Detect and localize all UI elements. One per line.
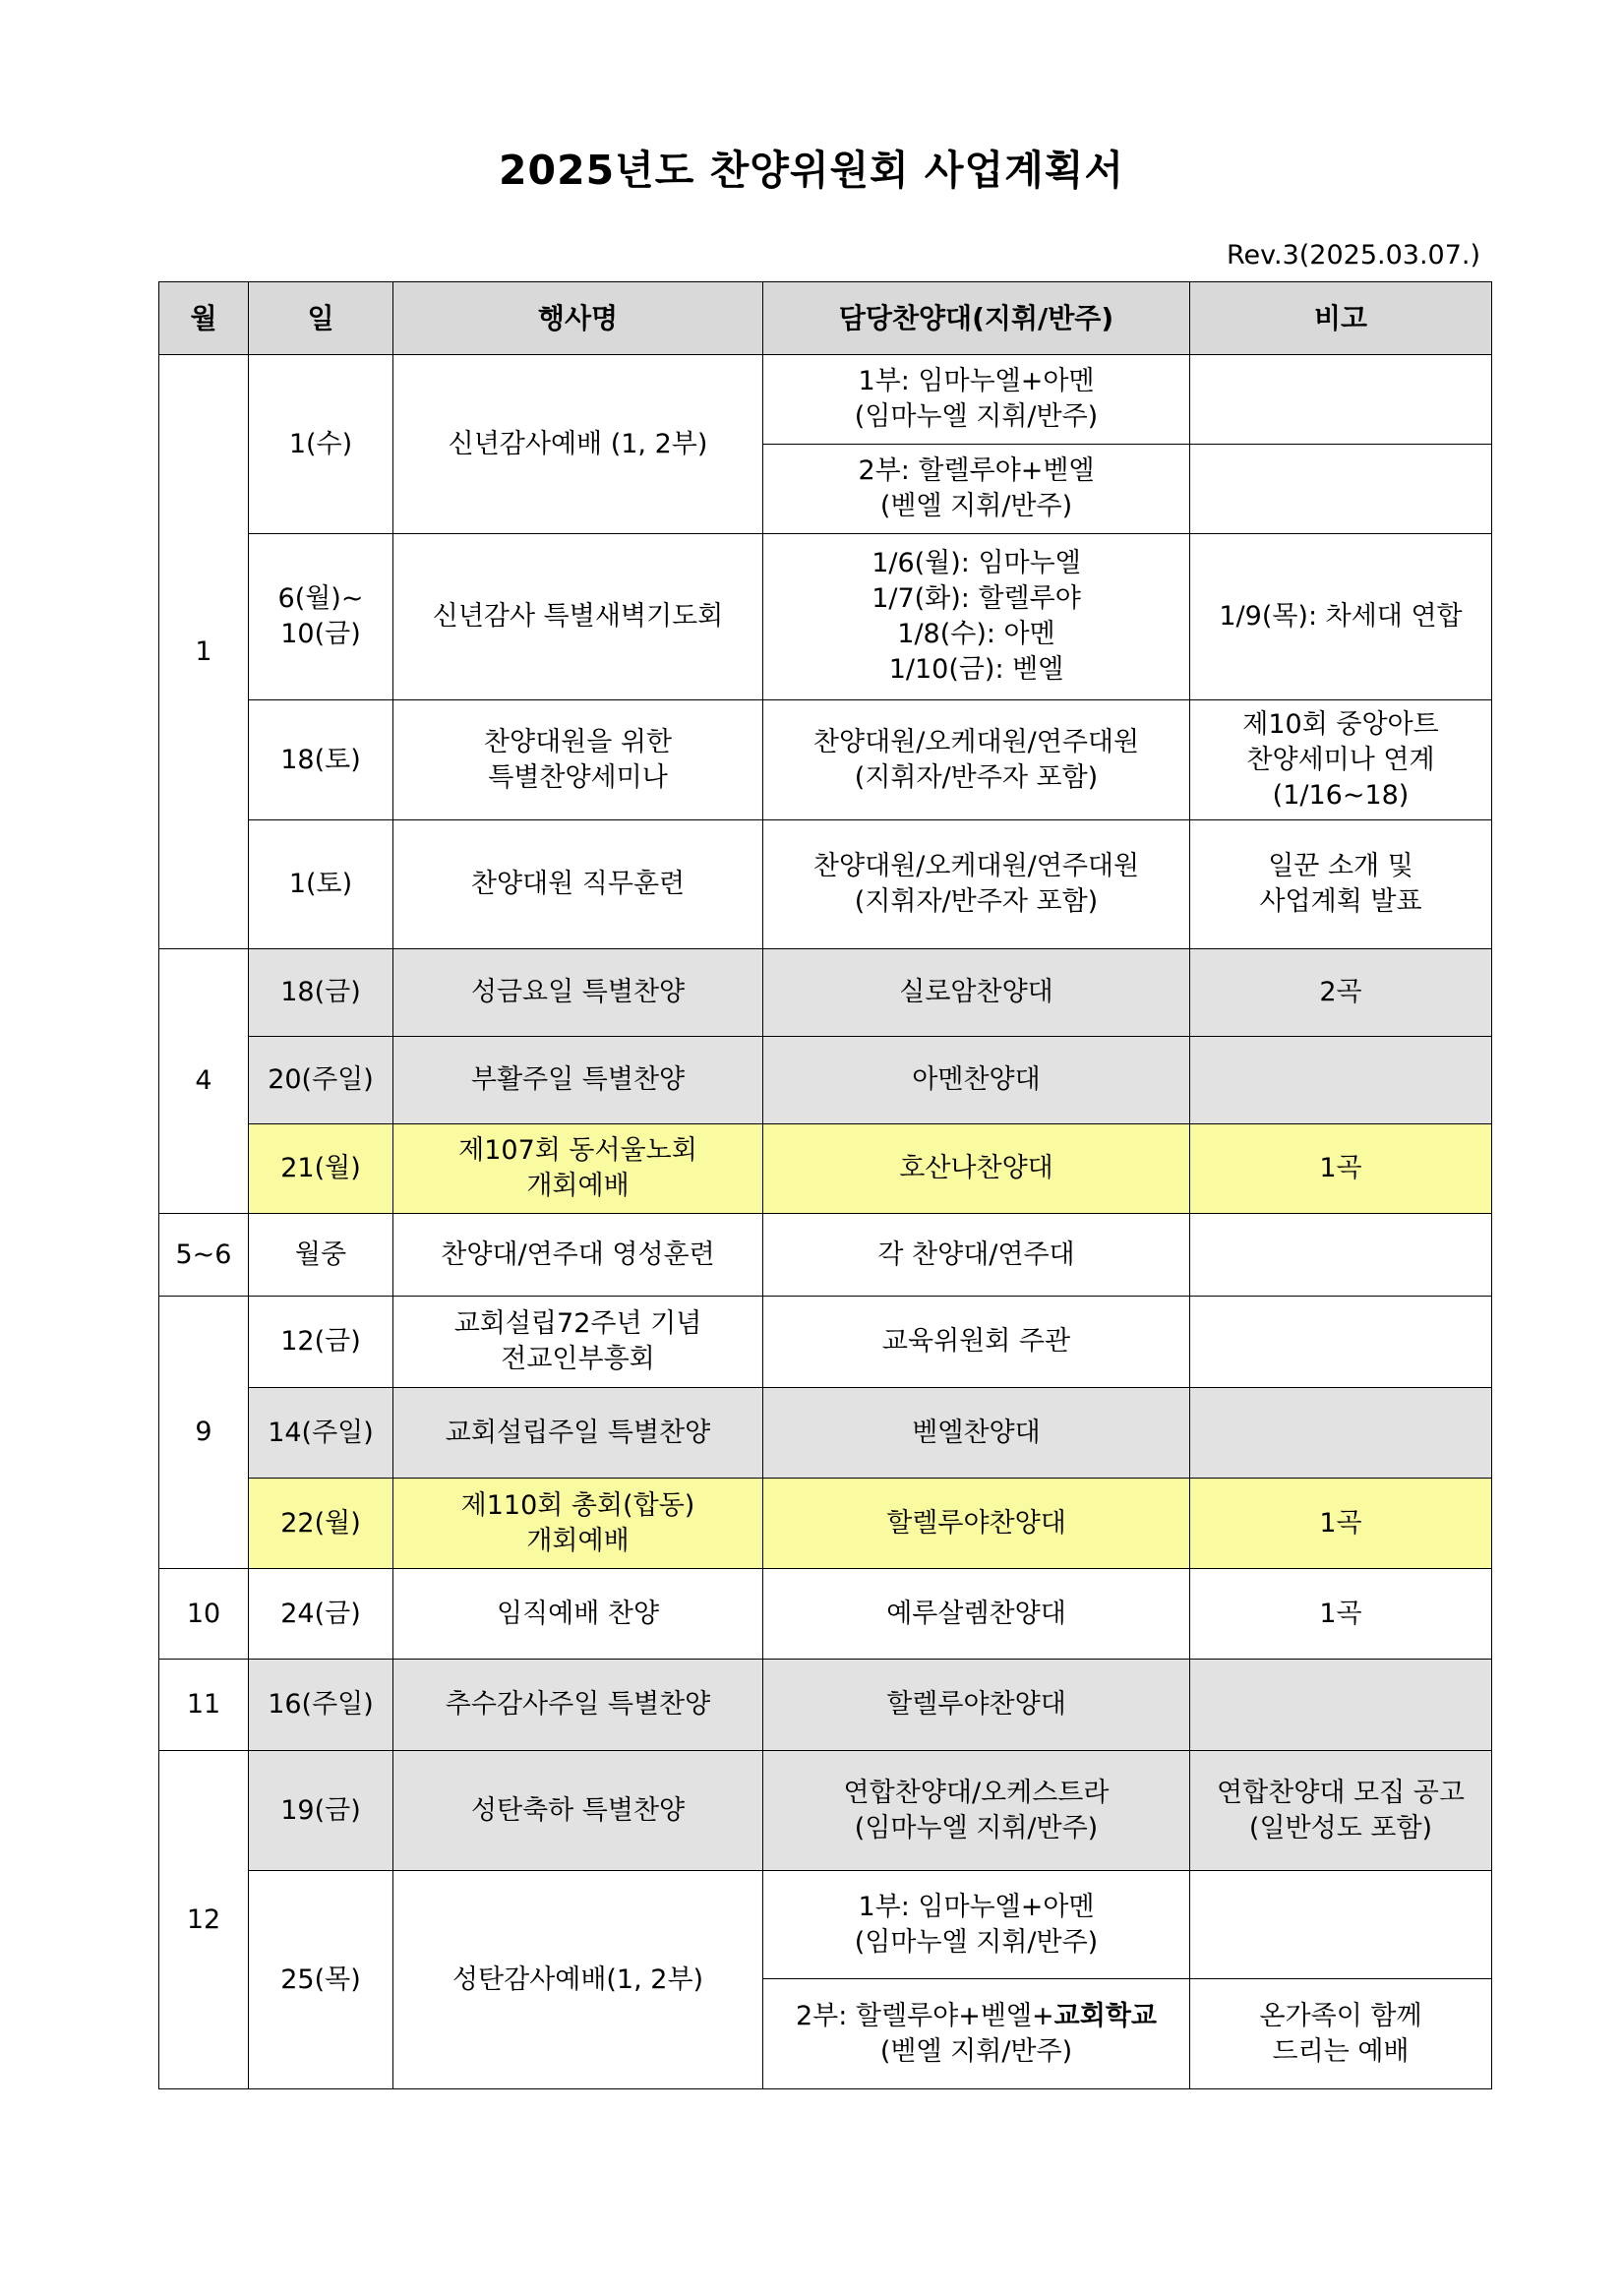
day-line: 10(금) xyxy=(280,619,361,649)
event-cell xyxy=(393,700,763,820)
day-line: 6(월)~ xyxy=(277,583,364,614)
event-cell: 찬양대/연주대 영성훈련 xyxy=(393,1214,763,1297)
choir-cell xyxy=(763,1979,1190,2089)
plan-table xyxy=(158,281,1492,2089)
choir-line: (임마누엘 지휘/반주) xyxy=(854,1926,1099,1958)
choir-cell: 할렐루야찬양대 xyxy=(763,1479,1190,1569)
header-note: 비고 xyxy=(1190,282,1492,355)
note-cell xyxy=(1190,700,1492,820)
note-cell xyxy=(1190,1871,1492,1979)
note-cell: 1곡 xyxy=(1190,1479,1492,1569)
choir-cell: 할렐루야찬양대 xyxy=(763,1660,1190,1751)
event-line: 제110회 총회(합동) xyxy=(460,1489,695,1521)
note-line: 연합찬양대 모집 공고 xyxy=(1217,1777,1465,1808)
note-cell xyxy=(1190,445,1492,534)
event-cell: 성탄축하 특별찬양 xyxy=(393,1751,763,1871)
table-row xyxy=(159,1569,1492,1660)
month-cell: 5~6 xyxy=(159,1214,249,1297)
note-cell: 1곡 xyxy=(1190,1569,1492,1660)
event-line: 개회예배 xyxy=(526,1525,630,1556)
event-cell: 임직예배 찬양 xyxy=(393,1569,763,1660)
note-cell: 2곡 xyxy=(1190,949,1492,1037)
page-title: 2025년도 찬양위원회 사업계획서 xyxy=(499,147,1124,194)
day-cell: 21(월) xyxy=(249,1124,393,1214)
month-cell: 4 xyxy=(159,949,249,1214)
note-cell xyxy=(1190,820,1492,949)
note-cell xyxy=(1190,1751,1492,1871)
choir-line: 연합찬양대/오케스트라 xyxy=(843,1777,1110,1808)
choir-line: 1/8(수): 아멘 xyxy=(897,619,1055,649)
day-cell: 25(목) xyxy=(249,1871,393,2089)
month-cell: 9 xyxy=(159,1297,249,1569)
choir-cell xyxy=(763,1871,1190,1979)
event-cell xyxy=(393,1124,763,1214)
day-cell: 1(수) xyxy=(249,355,393,534)
event-cell: 부활주일 특별찬양 xyxy=(393,1037,763,1124)
event-line: 교회설립72주년 기념 xyxy=(453,1308,702,1339)
event-cell xyxy=(393,1297,763,1388)
table-row xyxy=(159,1037,1492,1124)
event-line: 전교인부흥회 xyxy=(501,1344,655,1374)
choir-line: (지휘자/반주자 포함) xyxy=(854,886,1099,917)
table-row xyxy=(159,700,1492,820)
day-cell: 18(금) xyxy=(249,949,393,1037)
choir-cell xyxy=(763,534,1190,700)
choir-line: 1부: 임마누엘+아멘 xyxy=(858,1891,1095,1922)
choir-cell: 교육위원회 주관 xyxy=(763,1297,1190,1388)
choir-line: 1/6(월): 임마누엘 xyxy=(872,548,1081,578)
header-choir: 담당찬양대(지휘/반주) xyxy=(763,282,1190,355)
note-line: 일꾼 소개 및 xyxy=(1268,851,1413,881)
event-line: 찬양대원을 위한 xyxy=(483,726,673,757)
note-line: 온가족이 함께 xyxy=(1259,2000,1422,2031)
event-line: 특별찬양세미나 xyxy=(488,761,668,793)
choir-cell xyxy=(763,820,1190,949)
event-cell: 찬양대원 직무훈련 xyxy=(393,820,763,949)
day-cell: 18(토) xyxy=(249,700,393,820)
note-line: 찬양세미나 연계 xyxy=(1246,744,1435,775)
choir-cell xyxy=(763,445,1190,534)
table-row xyxy=(159,1871,1492,1979)
note-line: (1/16~18) xyxy=(1272,779,1410,811)
table-header-row xyxy=(159,282,1492,355)
event-cell: 성금요일 특별찬양 xyxy=(393,949,763,1037)
day-cell: 20(주일) xyxy=(249,1037,393,1124)
event-cell xyxy=(393,1479,763,1569)
event-cell: 신년감사 특별새벽기도회 xyxy=(393,534,763,700)
day-cell: 22(월) xyxy=(249,1479,393,1569)
note-cell xyxy=(1190,1979,1492,2089)
note-line: 드리는 예배 xyxy=(1272,2035,1410,2067)
day-cell xyxy=(249,534,393,700)
choir-line: (임마누엘 지휘/반주) xyxy=(854,1812,1099,1843)
day-cell: 19(금) xyxy=(249,1751,393,1871)
choir-line xyxy=(769,1999,1183,2034)
choir-line: 찬양대원/오케대원/연주대원 xyxy=(812,851,1140,881)
choir-line: (임마누엘 지휘/반주) xyxy=(854,401,1099,432)
day-cell: 16(주일) xyxy=(249,1660,393,1751)
table-row xyxy=(159,820,1492,949)
choir-cell: 실로암찬양대 xyxy=(763,949,1190,1037)
choir-line: 1/10(금): 벧엘 xyxy=(888,654,1064,685)
month-cell: 11 xyxy=(159,1660,249,1751)
choir-cell xyxy=(763,700,1190,820)
choir-cell: 호산나찬양대 xyxy=(763,1124,1190,1214)
day-cell: 14(주일) xyxy=(249,1388,393,1479)
note-line: (일반성도 포함) xyxy=(1248,1812,1433,1843)
choir-line: 1부: 임마누엘+아멘 xyxy=(858,366,1095,396)
table-row xyxy=(159,1124,1492,1214)
choir-line: (지휘자/반주자 포함) xyxy=(854,761,1099,793)
choir-text: 2부: 할렐루야+벧엘+ xyxy=(795,2000,1054,2031)
event-cell: 추수감사주일 특별찬양 xyxy=(393,1660,763,1751)
month-cell: 1 xyxy=(159,355,249,949)
header-day: 일 xyxy=(249,282,393,355)
revision-label: Rev.3(2025.03.07.) xyxy=(1226,240,1480,271)
choir-line: (벧엘 지휘/반주) xyxy=(879,491,1073,521)
note-cell xyxy=(1190,355,1492,445)
day-cell: 12(금) xyxy=(249,1297,393,1388)
choir-cell: 예루살렘찬양대 xyxy=(763,1569,1190,1660)
note-cell xyxy=(1190,1214,1492,1297)
event-cell: 신년감사예배 (1, 2부) xyxy=(393,355,763,534)
choir-line: 1/7(화): 할렐루야 xyxy=(872,583,1081,614)
choir-line: (벧엘 지휘/반주) xyxy=(879,2035,1073,2067)
table-row xyxy=(159,1751,1492,1871)
table-row xyxy=(159,1214,1492,1297)
table-row xyxy=(159,1660,1492,1751)
day-cell: 1(토) xyxy=(249,820,393,949)
table-row xyxy=(159,534,1492,700)
day-cell: 월중 xyxy=(249,1214,393,1297)
note-line: 제10회 중앙아트 xyxy=(1242,708,1439,740)
event-line: 제107회 동서울노회 xyxy=(458,1135,697,1166)
header-event: 행사명 xyxy=(393,282,763,355)
note-cell xyxy=(1190,1037,1492,1124)
day-cell: 24(금) xyxy=(249,1569,393,1660)
note-cell xyxy=(1190,1388,1492,1479)
note-cell: 1곡 xyxy=(1190,1124,1492,1214)
event-line: 개회예배 xyxy=(526,1171,630,1201)
table-row xyxy=(159,1388,1492,1479)
choir-line: 찬양대원/오케대원/연주대원 xyxy=(812,726,1140,757)
event-cell: 성탄감사예배(1, 2부) xyxy=(393,1871,763,2089)
choir-cell xyxy=(763,355,1190,445)
month-cell: 10 xyxy=(159,1569,249,1660)
note-cell: 1/9(목): 차세대 연합 xyxy=(1190,534,1492,700)
note-line: 사업계획 발표 xyxy=(1259,886,1422,917)
header-month: 월 xyxy=(159,282,249,355)
table-row xyxy=(159,949,1492,1037)
choir-cell: 아멘찬양대 xyxy=(763,1037,1190,1124)
note-cell xyxy=(1190,1297,1492,1388)
table-row xyxy=(159,1479,1492,1569)
choir-cell: 벧엘찬양대 xyxy=(763,1388,1190,1479)
month-cell: 12 xyxy=(159,1751,249,2089)
note-cell xyxy=(1190,1660,1492,1751)
choir-text-bold: 교회학교 xyxy=(1053,2000,1157,2031)
choir-cell xyxy=(763,1751,1190,1871)
choir-cell: 각 찬양대/연주대 xyxy=(763,1214,1190,1297)
table-row xyxy=(159,355,1492,445)
choir-line: 2부: 할렐루야+벧엘 xyxy=(858,455,1095,486)
event-cell: 교회설립주일 특별찬양 xyxy=(393,1388,763,1479)
table-row xyxy=(159,1297,1492,1388)
